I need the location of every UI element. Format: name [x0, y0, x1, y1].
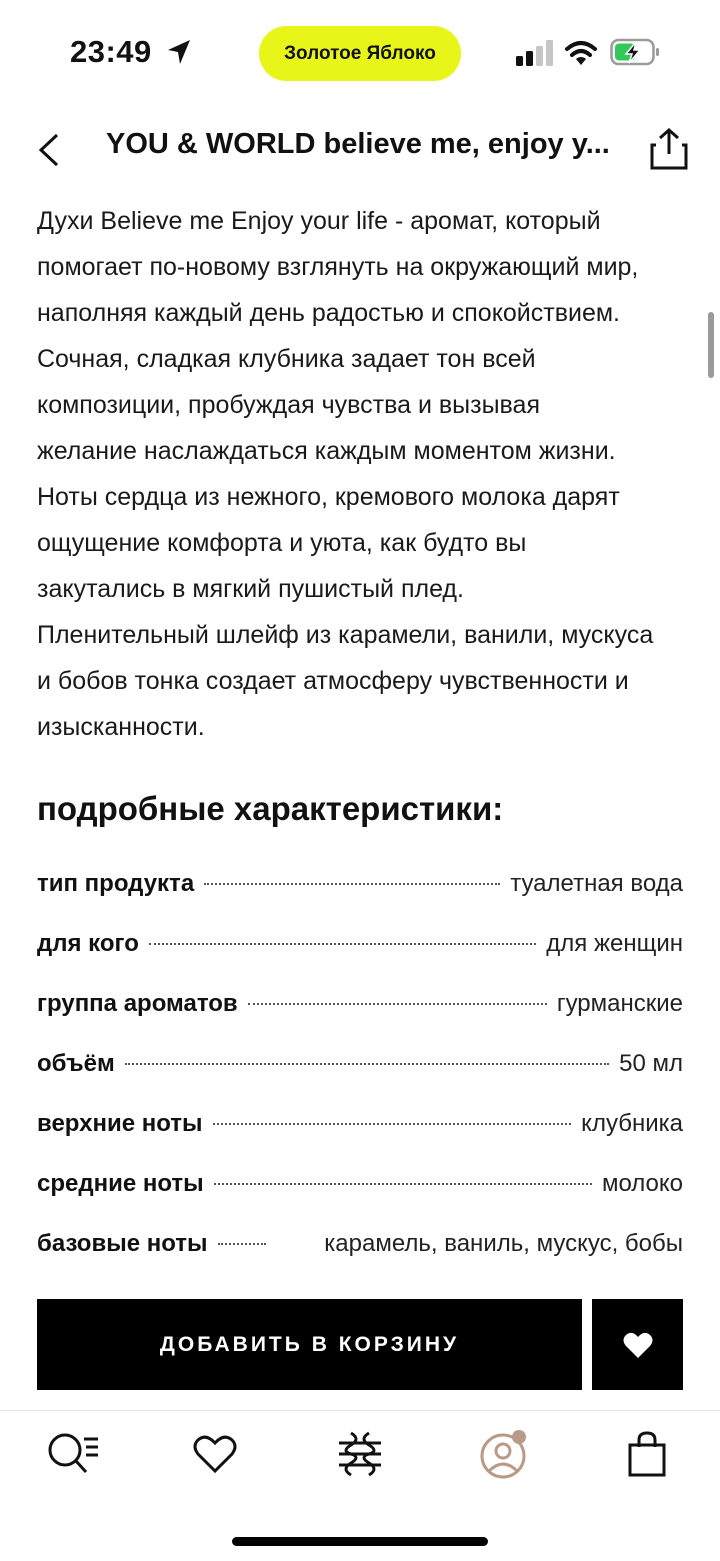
- spec-key: верхние ноты: [37, 1110, 203, 1137]
- spec-leader: [214, 1183, 592, 1185]
- specs-table: [37, 870, 683, 1290]
- spec-row: [37, 870, 683, 930]
- spec-key: тип продукта: [37, 870, 195, 897]
- spec-key: средние ноты: [37, 1170, 204, 1197]
- carrier-pill[interactable]: Золотое Яблоко: [259, 26, 461, 81]
- spec-row: [37, 1110, 683, 1170]
- spec-value: для женщин: [546, 930, 683, 957]
- spec-value: молоко: [601, 1170, 683, 1197]
- spec-leader: [149, 943, 536, 945]
- tab-search[interactable]: [45, 1428, 101, 1480]
- status-bar: [0, 0, 720, 100]
- description-line: и бобов тонка создает атмосферу чувственности и: [37, 667, 629, 695]
- tab-bar-divider: [0, 1410, 720, 1411]
- location-arrow-icon: [166, 38, 192, 66]
- spec-value: клубника: [581, 1110, 683, 1137]
- spec-key: группа ароматов: [37, 990, 238, 1017]
- home-indicator[interactable]: [232, 1537, 488, 1546]
- profile-icon: [476, 1427, 530, 1481]
- description-line: закутались в мягкий пушистый плед.: [37, 575, 464, 603]
- description-line: ощущение комфорта и уюта, как будто вы: [37, 529, 527, 557]
- product-description: [37, 198, 697, 750]
- favorites-icon: [193, 1434, 237, 1474]
- spec-value: 50 мл: [619, 1050, 683, 1077]
- signal-icon: [516, 40, 554, 66]
- description-line: желание наслаждаться каждым моментом жизни.: [37, 437, 616, 465]
- page-title: YOU & WORLD believe me, enjoy y...: [106, 128, 610, 160]
- status-time: 23:49: [70, 34, 152, 69]
- tab-profile[interactable]: [475, 1428, 531, 1480]
- brand-logo-icon: [337, 1431, 383, 1477]
- description-line: изысканности.: [37, 713, 205, 741]
- product-header: [0, 110, 720, 190]
- specs-title: подробные характеристики:: [37, 790, 504, 827]
- battery-charging-icon: [610, 38, 660, 66]
- description-line: наполняя каждый день радостью и спокойствием.: [37, 299, 621, 327]
- description-line: Сочная, сладкая клубника задает тон всей: [37, 345, 536, 373]
- spec-leader: [125, 1063, 609, 1065]
- tab-cart[interactable]: [619, 1428, 675, 1480]
- favorite-button[interactable]: [592, 1299, 683, 1390]
- description-line: помогает по-новому взглянуть на окружающий мир,: [37, 253, 639, 281]
- scrollbar[interactable]: [708, 312, 714, 378]
- spec-key: для кого: [37, 930, 139, 957]
- spec-value: карамель, ваниль, мускус, бобы: [324, 1230, 683, 1257]
- heart-icon: [623, 1331, 653, 1359]
- spec-key: объём: [37, 1050, 115, 1077]
- tab-home[interactable]: [332, 1428, 388, 1480]
- spec-row: [37, 930, 683, 990]
- description-line: Ноты сердца из нежного, кремового молока дарят: [37, 483, 620, 511]
- cart-icon: [627, 1431, 667, 1477]
- spec-key: базовые ноты: [37, 1230, 208, 1257]
- description-line: Пленительный шлейф из карамели, ванили, мускуса: [37, 621, 654, 649]
- spec-row: [37, 1170, 683, 1230]
- description-line: Духи Believe me Enjoy your life - аромат, который: [37, 207, 601, 235]
- spec-row: [37, 1230, 683, 1290]
- tab-favorites[interactable]: [187, 1428, 243, 1480]
- search-catalog-icon: [46, 1431, 100, 1477]
- spec-leader: [213, 1123, 572, 1125]
- share-icon[interactable]: [650, 128, 688, 170]
- chevron-left-icon[interactable]: [36, 132, 62, 168]
- spec-leader: [204, 883, 500, 885]
- spec-row: [37, 990, 683, 1050]
- add-to-cart-button[interactable]: ДОБАВИТЬ В КОРЗИНУ: [37, 1299, 582, 1390]
- spec-value: гурманские: [556, 990, 683, 1017]
- spec-value: туалетная вода: [510, 870, 683, 897]
- spec-leader: [248, 1003, 547, 1005]
- spec-row: [37, 1050, 683, 1110]
- description-line: композиции, пробуждая чувства и вызывая: [37, 391, 540, 419]
- spec-leader: [218, 1243, 266, 1245]
- wifi-icon: [565, 40, 597, 66]
